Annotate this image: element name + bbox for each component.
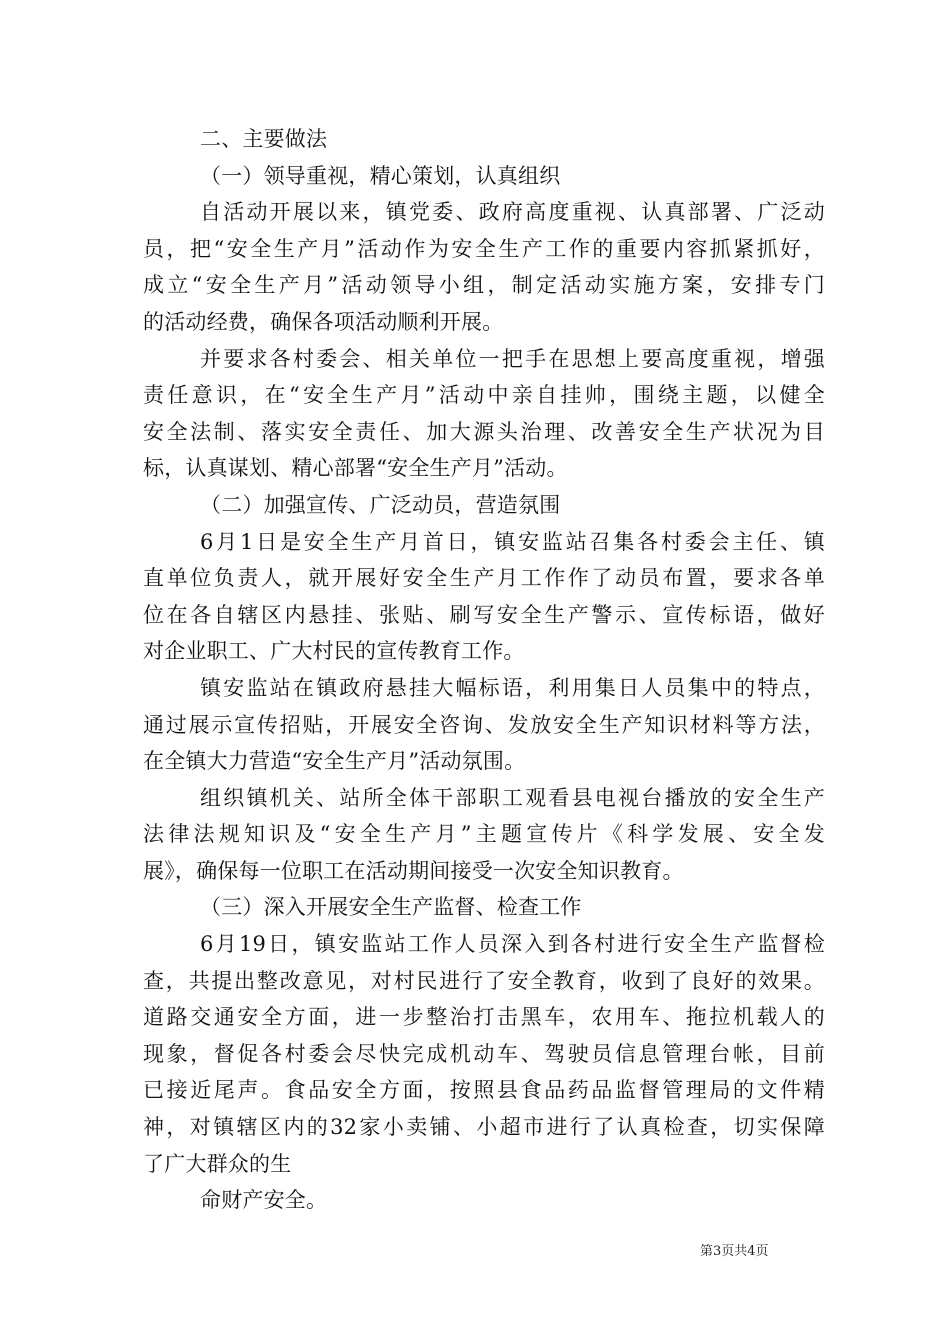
paragraph-line: 标，认真谋划、精心部署“安全生产月”活动。 <box>143 456 568 481</box>
paragraph-line: 神，对镇辖区内的32家小卖铺、小超市进行了认真检查，切实保障 <box>143 1115 825 1140</box>
subsection-heading-3: （三）深入开展安全生产监督、检查工作 <box>200 895 582 920</box>
subsection-heading-1: （一）领导重视，精心策划，认真组织 <box>200 163 561 188</box>
paragraph-line: 成立“安全生产月”活动领导小组，制定活动实施方案，安排专门 <box>143 273 825 298</box>
paragraph-line: 的活动经费，确保各项活动顺利开展。 <box>143 309 504 334</box>
paragraph-line: 道路交通安全方面，进一步整治打击黑车，农用车、拖拉机载人的 <box>143 1005 825 1030</box>
paragraph-line: 了广大群众的生 <box>143 1151 292 1176</box>
paragraph-line: 命财产安全。 <box>200 1188 328 1213</box>
paragraph-line: 通过展示宣传招贴，开展安全咨询、发放安全生产知识材料等方法， <box>143 712 825 737</box>
paragraph-line: 组织镇机关、站所全体干部职工观看县电视台播放的安全生产 <box>200 785 825 810</box>
paragraph-line: 自活动开展以来，镇党委、政府高度重视、认真部署、广泛动 <box>200 200 825 225</box>
paragraph-line: 责任意识，在“安全生产月”活动中亲自挂帅，围绕主题，以健全 <box>143 383 825 408</box>
paragraph-line: 员，把“安全生产月”活动作为安全生产工作的重要内容抓紧抓好， <box>143 236 825 261</box>
subsection-heading-2: （二）加强宣传、广泛动员，营造氛围 <box>200 492 561 517</box>
paragraph-line: 6月1日是安全生产月首日，镇安监站召集各村委会主任、镇 <box>200 529 825 554</box>
paragraph-line: 查，共提出整改意见，对村民进行了安全教育，收到了良好的效果。 <box>143 968 825 993</box>
paragraph-line: 镇安监站在镇政府悬挂大幅标语，利用集日人员集中的特点， <box>200 675 825 700</box>
document-body <box>143 121 825 1219</box>
paragraph-line: 法律法规知识及“安全生产月”主题宣传片《科学发展、安全发 <box>143 822 825 847</box>
paragraph-line: 在全镇大力营造“安全生产月”活动氛围。 <box>143 749 526 774</box>
paragraph-line: 直单位负责人，就开展好安全生产月工作作了动员布置，要求各单 <box>143 566 825 591</box>
page-number-footer: 第3页共4页 <box>700 1244 769 1259</box>
paragraph-line: 安全法制、落实安全责任、加大源头治理、改善安全生产状况为目 <box>143 419 825 444</box>
paragraph-line: 并要求各村委会、相关单位一把手在思想上要高度重视，增强 <box>200 346 825 371</box>
paragraph-line: 现象，督促各村委会尽快完成机动车、驾驶员信息管理台帐，目前 <box>143 1041 825 1066</box>
section-heading: 二、主要做法 <box>200 127 328 151</box>
paragraph-line: 位在各自辖区内悬挂、张贴、刷写安全生产警示、宣传标语，做好 <box>143 602 825 627</box>
paragraph-line: 展》，确保每一位职工在活动期间接受一次安全知识教育。 <box>143 858 684 883</box>
paragraph-line: 对企业职工、广大村民的宣传教育工作。 <box>143 639 525 664</box>
paragraph-line: 6月19日，镇安监站工作人员深入到各村进行安全生产监督检 <box>200 932 825 957</box>
paragraph-line: 已接近尾声。食品安全方面，按照县食品药品监督管理局的文件精 <box>143 1078 825 1103</box>
